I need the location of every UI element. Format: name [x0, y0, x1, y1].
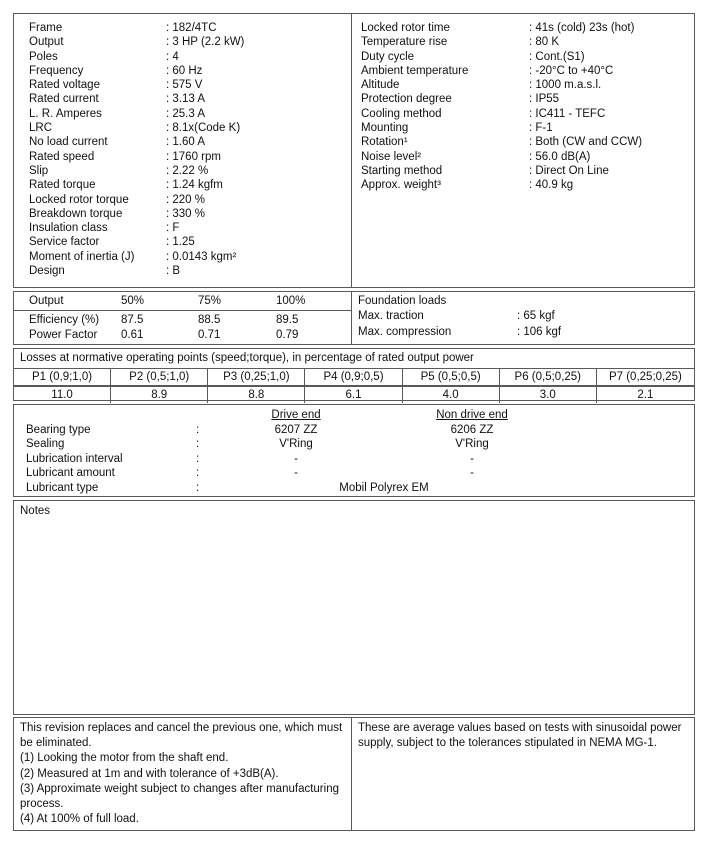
- spec-label: Rated torque: [29, 179, 96, 192]
- losses-value: 6.1: [305, 387, 402, 403]
- spec-value: : 3.13 A: [166, 93, 206, 106]
- spec-label: Starting method: [361, 164, 443, 177]
- spec-value: : 40.9 kg: [529, 179, 574, 192]
- non-drive-end-header: Non drive end: [436, 409, 508, 421]
- losses-value: 4.0: [403, 387, 500, 403]
- spec-label: Cooling method: [361, 107, 442, 120]
- spec-row: [361, 92, 694, 106]
- efficiency-label: Efficiency (%): [29, 314, 100, 326]
- spec-row: [29, 78, 351, 92]
- spec-row: [29, 121, 351, 135]
- bearing-row: [26, 437, 694, 452]
- bearings-header-row: [26, 408, 694, 423]
- performance-body: [29, 311, 351, 343]
- spec-row: [29, 221, 351, 235]
- spec-row: [29, 264, 351, 278]
- bearing-label: Bearing type: [26, 423, 91, 436]
- losses-header-row: [14, 368, 694, 386]
- footer-line: This revision replaces and cancel the previous one, which must be eliminated.: [20, 722, 343, 750]
- foundation-value: : 65 kgf: [517, 310, 555, 323]
- specs-section: [13, 13, 695, 288]
- performance-header-output: Output: [29, 295, 64, 307]
- losses-col-header: P1 (0,9;1,0): [14, 369, 111, 386]
- spec-value: : -20°C to +40°C: [529, 64, 614, 77]
- spec-row: [361, 78, 694, 92]
- spec-label: Frame: [29, 22, 63, 34]
- drive-end-header: Drive end: [271, 409, 321, 421]
- bearing-nde-value: -: [470, 467, 474, 480]
- bearing-row: [26, 452, 694, 467]
- spec-label: LRC: [29, 122, 53, 135]
- spec-label: Duty cycle: [361, 50, 415, 63]
- spec-row: [29, 92, 351, 106]
- spec-value: : 575 V: [166, 79, 203, 92]
- colon: :: [196, 423, 200, 436]
- foundation-value: : 106 kgf: [517, 325, 562, 338]
- foundation-title: Foundation loads: [358, 295, 447, 307]
- specs-right-column: [352, 14, 694, 287]
- spec-label: Breakdown torque: [29, 207, 123, 220]
- spec-row: [29, 64, 351, 78]
- spec-value: : 220 %: [166, 193, 205, 206]
- spec-value: : 1.24 kgfm: [166, 179, 223, 192]
- spec-row: [29, 21, 351, 35]
- spec-value: : Direct On Line: [529, 164, 609, 177]
- bearing-label: Lubrication interval: [26, 452, 123, 465]
- spec-row: [361, 107, 694, 121]
- losses-value: 3.0: [500, 387, 597, 403]
- spec-row: [361, 50, 694, 64]
- foundation-row: [358, 309, 694, 324]
- spec-label: Poles: [29, 50, 58, 63]
- spec-label: Rated current: [29, 93, 99, 106]
- spec-label: Mounting: [361, 122, 409, 135]
- bearing-label: Sealing: [26, 438, 65, 451]
- spec-value: : 41s (cold) 23s (hot): [529, 22, 635, 34]
- spec-label: Frequency: [29, 64, 84, 77]
- spec-label: Rated speed: [29, 150, 95, 163]
- performance-table: [14, 292, 352, 344]
- spec-label: Noise level²: [361, 150, 422, 163]
- spec-row: [361, 35, 694, 49]
- spec-value: : 1000 m.a.s.l.: [529, 79, 602, 92]
- foundation-label: Max. traction: [358, 310, 424, 323]
- spec-label: Slip: [29, 164, 49, 177]
- spec-row: [29, 193, 351, 207]
- spec-row: [361, 121, 694, 135]
- bearing-row: [26, 466, 694, 481]
- colon: :: [196, 452, 200, 465]
- power-factor-100: 0.79: [276, 329, 299, 341]
- footer-right-text: These are average values based on tests with sinusoidal power supply, subject to the tolerances stipulated in NEMA MG-1.: [358, 722, 682, 750]
- spec-label: Rotation¹: [361, 136, 408, 149]
- footer-right: [352, 718, 694, 830]
- losses-col-header: P7 (0,25;0,25): [597, 369, 694, 386]
- losses-value: 2.1: [637, 389, 654, 401]
- spec-value: : Cont.(S1): [529, 50, 585, 63]
- bearing-nde-value: 6206 ZZ: [450, 423, 494, 436]
- spec-row: [361, 135, 694, 149]
- spec-row: [361, 64, 694, 78]
- losses-value-row: [14, 386, 694, 403]
- spec-label: Insulation class: [29, 222, 108, 235]
- notes-section: [13, 500, 695, 715]
- spec-value: : F-1: [529, 122, 553, 135]
- spec-value: : 182/4TC: [166, 22, 217, 34]
- spec-label: Altitude: [361, 79, 400, 92]
- spec-value: : 1.25: [166, 236, 195, 249]
- losses-col-header: P3 (0,25;1,0): [208, 369, 305, 386]
- spec-value: : 330 %: [166, 207, 205, 220]
- spec-row: [361, 178, 694, 192]
- spec-row: [29, 135, 351, 149]
- performance-header-75: 75%: [198, 295, 222, 307]
- bearing-de-value: 6207 ZZ: [274, 423, 318, 436]
- spec-row: [29, 178, 351, 192]
- efficiency-50: 87.5: [121, 314, 144, 326]
- losses-col-header: P5 (0,5;0,5): [403, 369, 500, 386]
- spec-label: Protection degree: [361, 93, 452, 106]
- spec-label: Rated voltage: [29, 79, 100, 92]
- specs-left-column: [14, 14, 352, 287]
- power-factor-75: 0.71: [198, 329, 221, 341]
- footer-line: (2) Measured at 1m and with tolerance of +3dB(A).: [20, 767, 279, 780]
- losses-section: [13, 348, 695, 401]
- bearing-nde-value: V'Ring: [455, 438, 489, 451]
- footer-line: (1) Looking the motor from the shaft end.: [20, 752, 229, 765]
- spec-value: : B: [166, 265, 181, 278]
- losses-value: 11.0: [14, 387, 111, 403]
- efficiency-row: [14, 313, 351, 328]
- bearing-de-value: V'Ring: [279, 438, 313, 451]
- bearing-nde-value: -: [470, 452, 474, 465]
- spec-row: [361, 21, 694, 35]
- notes-title: Notes: [20, 505, 51, 517]
- spec-label: Output: [29, 36, 64, 49]
- spec-label: Ambient temperature: [361, 64, 469, 77]
- losses-value: 8.9: [111, 387, 208, 403]
- losses-col-header: P6 (0,5;0,25): [500, 369, 597, 386]
- performance-header-100: 100%: [276, 295, 306, 307]
- spec-label: Service factor: [29, 236, 100, 249]
- spec-row: [29, 207, 351, 221]
- spec-value: : 8.1x(Code K): [166, 122, 241, 135]
- spec-value: : 2.22 %: [166, 164, 209, 177]
- performance-header-50: 50%: [121, 295, 145, 307]
- lubricant-type-value: Mobil Polyrex EM: [339, 481, 429, 494]
- spec-row: [29, 35, 351, 49]
- foundation-label: Max. compression: [358, 325, 452, 338]
- spec-value: : 3 HP (2.2 kW): [166, 36, 245, 49]
- spec-label: Moment of inertia (J): [29, 250, 135, 263]
- bearing-de-value: -: [294, 452, 298, 465]
- losses-value: 8.8: [208, 387, 305, 403]
- spec-value: : 4: [166, 50, 179, 63]
- spec-row: [29, 50, 351, 64]
- losses-title: Losses at normative operating points (speed;torque), in percentage of rated output power: [20, 352, 474, 364]
- power-factor-label: Power Factor: [29, 329, 98, 341]
- spec-value: : 0.0143 kgm²: [166, 250, 237, 263]
- spec-value: : 1760 rpm: [166, 150, 221, 163]
- spec-label: No load current: [29, 136, 108, 149]
- spec-value: : IP55: [529, 93, 560, 106]
- losses-col-header: P2 (0,5;1,0): [111, 369, 208, 386]
- losses-col-header: P4 (0,9;0,5): [305, 369, 402, 386]
- spec-label: Locked rotor torque: [29, 193, 129, 206]
- footer-section: [13, 717, 695, 831]
- spec-value: : F: [166, 222, 180, 235]
- bearing-de-value: -: [294, 467, 298, 480]
- power-factor-row: [14, 328, 351, 343]
- spec-row: [29, 250, 351, 264]
- spec-label: Locked rotor time: [361, 22, 450, 34]
- efficiency-100: 89.5: [276, 314, 299, 326]
- foundation-row: [358, 325, 694, 340]
- performance-header-row: [14, 294, 351, 311]
- spec-value: : 60 Hz: [166, 64, 203, 77]
- spec-label: Design: [29, 265, 65, 278]
- spec-row: [361, 150, 694, 164]
- spec-label: L. R. Amperes: [29, 107, 102, 120]
- spec-row: [29, 235, 351, 249]
- performance-section: [13, 291, 695, 345]
- spec-label: Approx. weight³: [361, 179, 441, 192]
- spec-value: : 1.60 A: [166, 136, 206, 149]
- lubricant-type-row: [26, 481, 694, 496]
- spec-value: : 56.0 dB(A): [529, 150, 591, 163]
- spec-value: : 25.3 A: [166, 107, 206, 120]
- footer-line: (4) At 100% of full load.: [20, 813, 139, 826]
- colon: :: [196, 438, 200, 451]
- spec-row: [29, 150, 351, 164]
- spec-value: : 80 K: [529, 36, 560, 49]
- efficiency-75: 88.5: [198, 314, 221, 326]
- bearing-label: Lubricant amount: [26, 467, 115, 480]
- bearings-section: [13, 404, 695, 497]
- spec-row: [29, 164, 351, 178]
- spec-value: : IC411 - TEFC: [529, 107, 606, 120]
- spec-value: : Both (CW and CCW): [529, 136, 643, 149]
- spec-label: Temperature rise: [361, 36, 448, 49]
- colon: :: [196, 467, 200, 480]
- bearing-label: Lubricant type: [26, 481, 99, 494]
- footer-left: [14, 718, 352, 830]
- colon: :: [196, 481, 200, 494]
- bearing-row: [26, 423, 694, 438]
- foundation-loads: [352, 292, 694, 344]
- power-factor-50: 0.61: [121, 329, 144, 341]
- spec-row: [29, 107, 351, 121]
- spec-row: [361, 164, 694, 178]
- footer-line: (3) Approximate weight subject to changes after manufacturing process.: [20, 782, 339, 811]
